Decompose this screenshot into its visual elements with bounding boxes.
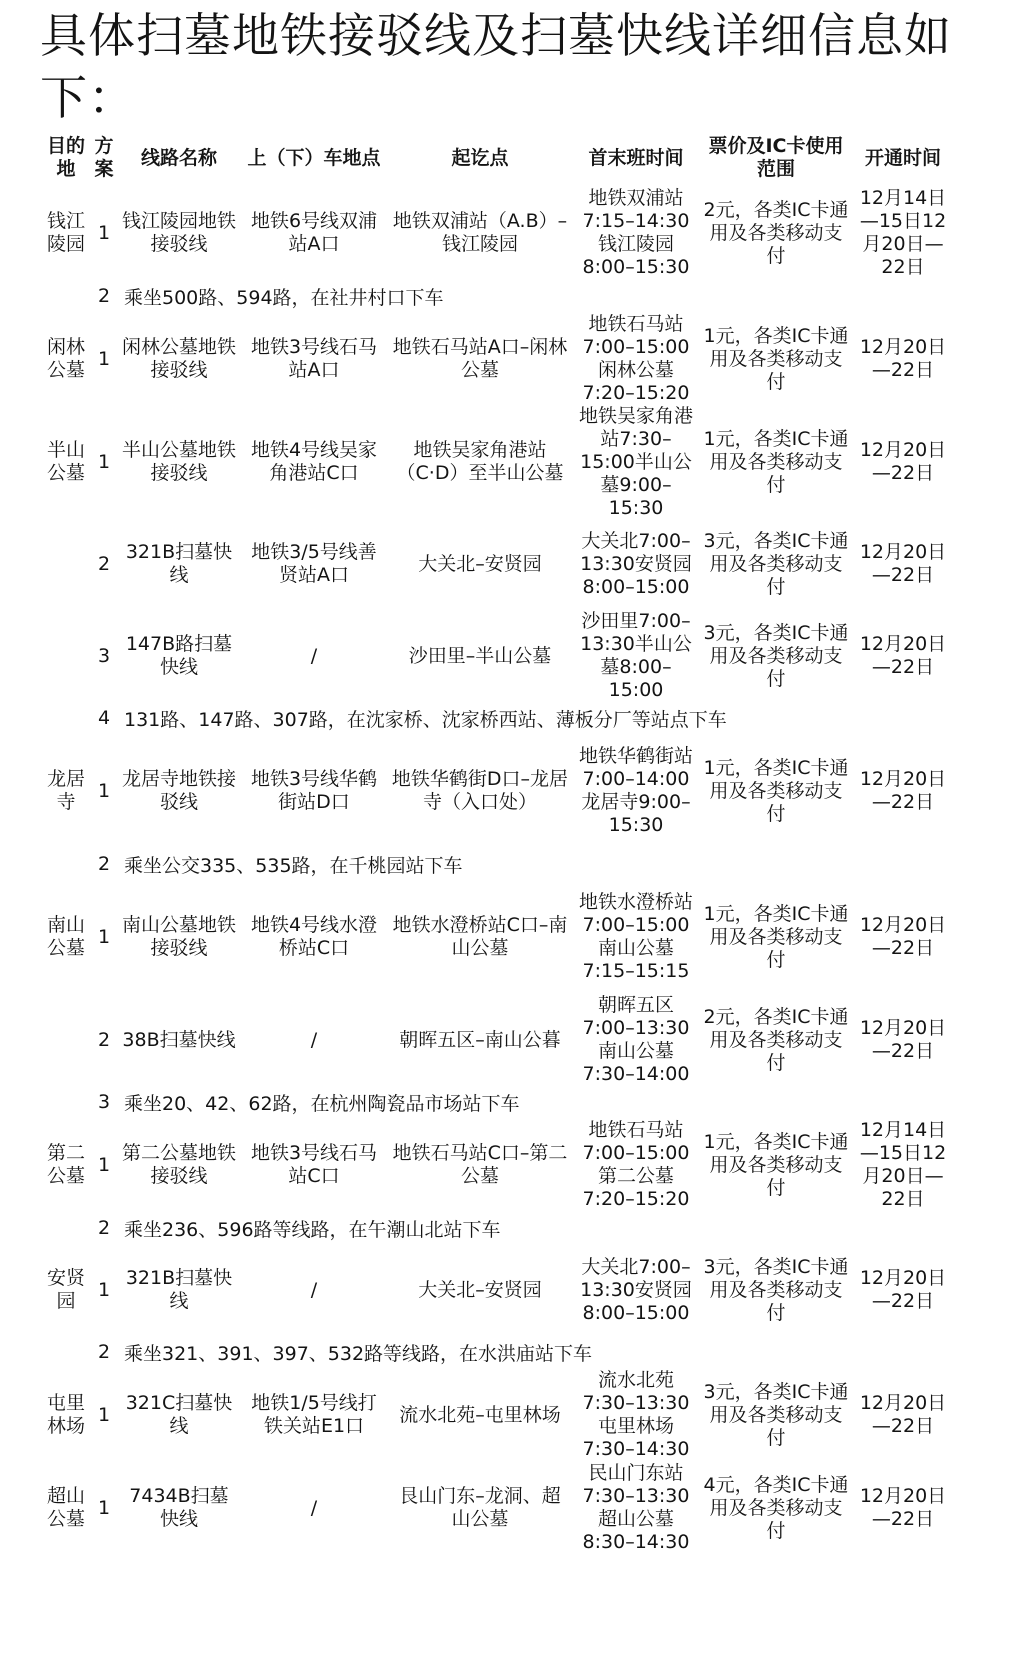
dest-cell: 安贤园 <box>46 1267 85 1312</box>
alt-option-row <box>38 280 973 312</box>
header-plan: 方案 <box>94 135 114 180</box>
alt-option-row <box>38 1086 973 1118</box>
stop-cell: 地铁4号线吴家角港站C口 <box>250 439 378 484</box>
route-cell: 地铁水澄桥站C口–南山公墓 <box>392 914 568 959</box>
time-cell: 民山门东站7:30–13:30超山公墓8:30–14:30 <box>582 1462 690 1553</box>
open-date-cell: 12月14日—15日12月20日—22日 <box>859 1119 947 1210</box>
line-name-cell: 321B扫墓快线 <box>125 541 233 586</box>
plan-cell: 2 <box>97 552 111 575</box>
alt-option-row <box>38 702 973 734</box>
line-name-cell: 钱江陵园地铁接驳线 <box>121 210 236 255</box>
stop-cell: 地铁6号线双浦站A口 <box>250 210 378 255</box>
stop-cell: 地铁3号线华鹤街站D口 <box>250 768 378 813</box>
plan-cell: 1 <box>97 1278 111 1301</box>
route-cell: 地铁吴家角港站（C·D）至半山公墓 <box>396 439 564 484</box>
stop-cell: 地铁3/5号线善贤站A口 <box>251 541 377 586</box>
alt-option-text: 乘坐236、596路等线路，在午潮山北站下车 <box>124 1218 501 1241</box>
open-date-cell: 12月20日—22日 <box>859 1485 947 1530</box>
table-row <box>38 312 973 406</box>
open-date-cell: 12月20日—22日 <box>859 439 947 484</box>
header-line: 线路名称 <box>140 146 217 169</box>
route-cell: 朝晖五区–南山公暮 <box>399 1028 561 1051</box>
dest-cell: 闲林公墓 <box>46 336 85 381</box>
open-date-cell: 12月20日—22日 <box>859 336 947 381</box>
plan-cell: 1 <box>97 925 111 948</box>
time-cell: 大关北7:00–13:30安贤园8:00–15:00 <box>580 1255 692 1324</box>
table-row <box>38 1462 973 1554</box>
dest-cell: 第二公墓 <box>46 1142 85 1187</box>
time-cell: 地铁华鹤街站7:00–14:00龙居寺9:00–15:30 <box>578 745 693 836</box>
fare-cell: 3元，各类IC卡通用及各类移动支付 <box>703 1380 849 1449</box>
plan-cell: 4 <box>97 707 111 729</box>
fare-cell: 1元，各类IC卡通用及各类移动支付 <box>703 756 849 825</box>
dest-cell: 钱江陵园 <box>46 210 85 255</box>
table-row <box>38 880 973 994</box>
table-row <box>38 518 973 610</box>
open-date-cell: 12月20日—22日 <box>859 1017 947 1062</box>
time-cell: 地铁双浦站7:15–14:30钱江陵园8:00–15:30 <box>582 187 690 278</box>
route-cell: 地铁华鹤街D口–龙居寺（入口处） <box>391 768 569 813</box>
alt-option-row <box>38 1336 973 1368</box>
time-cell: 地铁石马站7:00–15:00闲林公墓7:20–15:20 <box>582 313 690 404</box>
open-date-cell: 12月20日—22日 <box>859 914 947 959</box>
fare-cell: 1元，各类IC卡通用及各类移动支付 <box>703 427 849 496</box>
plan-cell: 1 <box>97 1403 111 1426</box>
alt-option-text: 乘坐500路、594路，在社井村口下车 <box>124 286 444 309</box>
route-cell: 沙田里–半山公墓 <box>408 644 552 667</box>
stop-cell: / <box>310 1496 318 1519</box>
fare-cell: 3元，各类IC卡通用及各类移动支付 <box>703 621 849 690</box>
open-date-cell: 12月20日—22日 <box>859 541 947 586</box>
route-cell: 艮山门东–龙洞、超山公墓 <box>399 1485 561 1530</box>
line-name-cell: 147B路扫墓快线 <box>125 633 233 678</box>
table-row <box>38 994 973 1086</box>
open-date-cell: 12月14日—15日12月20日—22日 <box>859 187 947 278</box>
fare-cell: 1元，各类IC卡通用及各类移动支付 <box>703 324 849 393</box>
line-name-cell: 321C扫墓快线 <box>125 1392 233 1437</box>
open-date-cell: 12月20日—22日 <box>859 633 947 678</box>
table-body <box>38 186 973 1554</box>
fare-cell: 2元，各类IC卡通用及各类移动支付 <box>703 1005 849 1074</box>
line-name-cell: 龙居寺地铁接驳线 <box>121 768 236 813</box>
plan-cell: 2 <box>97 1341 111 1363</box>
open-date-cell: 12月20日—22日 <box>859 1392 947 1437</box>
plan-cell: 3 <box>97 1091 111 1113</box>
line-name-cell: 南山公墓地铁接驳线 <box>121 914 236 959</box>
dest-cell: 超山公墓 <box>46 1485 85 1530</box>
route-table <box>38 130 973 1554</box>
alt-option-row <box>38 1212 973 1244</box>
header-dest: 目的地 <box>46 135 85 180</box>
stop-cell: 地铁3号线石马站C口 <box>250 1142 378 1187</box>
dest-cell: 屯里林场 <box>46 1392 85 1437</box>
open-date-cell: 12月20日—22日 <box>859 768 947 813</box>
route-cell: 流水北苑–屯里林场 <box>399 1403 561 1426</box>
page-title: 具体扫墓地铁接驳线及扫墓快线详细信息如下： <box>40 9 952 126</box>
route-cell: 地铁石马站C口–第二公墓 <box>392 1142 568 1187</box>
time-cell: 朝晖五区7:00–13:30南山公墓7:30–14:00 <box>582 994 690 1085</box>
alt-option-text: 乘坐20、42、62路，在杭州陶瓷品市场站下车 <box>124 1092 520 1115</box>
plan-cell: 1 <box>97 779 111 802</box>
table-row <box>38 1368 973 1462</box>
table-row <box>38 1118 973 1212</box>
header-fare: 票价及IC卡使用范围 <box>708 135 844 180</box>
time-cell: 大关北7:00–13:30安贤园8:00–15:00 <box>580 529 692 598</box>
stop-cell: 地铁3号线石马站A口 <box>250 336 378 381</box>
plan-cell: 1 <box>97 1153 111 1176</box>
plan-cell: 1 <box>97 1496 111 1519</box>
plan-cell: 1 <box>97 221 111 244</box>
stop-cell: / <box>310 644 318 667</box>
route-cell: 地铁石马站A口–闲林公墓 <box>392 336 568 381</box>
dest-cell: 半山公墓 <box>46 439 85 484</box>
time-cell: 流水北苑7:30–13:30屯里林场7:30–14:30 <box>582 1369 690 1460</box>
stop-cell: 地铁1/5号线打铁关站E1口 <box>251 1392 377 1437</box>
line-name-cell: 38B扫墓快线 <box>122 1028 236 1051</box>
open-date-cell: 12月20日—22日 <box>859 1267 947 1312</box>
route-cell: 地铁双浦站（A.B）–钱江陵园 <box>392 210 568 255</box>
line-name-cell: 321B扫墓快线 <box>125 1267 233 1312</box>
time-cell: 地铁水澄桥站7:00–15:00南山公墓7:15–15:15 <box>578 891 693 982</box>
plan-cell: 2 <box>97 1217 111 1239</box>
stop-cell: / <box>310 1278 318 1301</box>
alt-option-row <box>38 848 973 880</box>
line-name-cell: 闲林公墓地铁接驳线 <box>121 336 236 381</box>
plan-cell: 2 <box>97 853 111 875</box>
time-cell: 地铁石马站7:00–15:00第二公墓7:20–15:20 <box>582 1119 690 1210</box>
dest-cell: 龙居寺 <box>46 768 85 813</box>
plan-cell: 2 <box>97 285 111 307</box>
line-name-cell: 7434B扫墓快线 <box>129 1485 229 1530</box>
fare-cell: 3元，各类IC卡通用及各类移动支付 <box>703 1255 849 1324</box>
table-row <box>38 186 973 280</box>
fare-cell: 4元，各类IC卡通用及各类移动支付 <box>703 1473 849 1542</box>
route-cell: 大关北–安贤园 <box>418 552 542 575</box>
plan-cell: 3 <box>97 644 111 667</box>
route-cell: 大关北–安贤园 <box>418 1278 542 1301</box>
time-cell: 地铁吴家角港站7:30–15:00半山公墓9:00–15:30 <box>578 404 693 519</box>
table-row <box>38 406 973 518</box>
table-row <box>38 734 973 848</box>
line-name-cell: 半山公墓地铁接驳线 <box>121 439 236 484</box>
fare-cell: 1元，各类IC卡通用及各类移动支付 <box>703 902 849 971</box>
alt-option-text: 乘坐321、391、397、532路等线路，在水洪庙站下车 <box>124 1342 593 1365</box>
stop-cell: / <box>310 1028 318 1051</box>
fare-cell: 1元，各类IC卡通用及各类移动支付 <box>703 1130 849 1199</box>
plan-cell: 1 <box>97 347 111 370</box>
fare-cell: 2元，各类IC卡通用及各类移动支付 <box>703 198 849 267</box>
time-cell: 沙田里7:00–13:30半山公墓8:00–15:00 <box>580 610 692 701</box>
header-time: 首末班时间 <box>588 146 684 169</box>
alt-option-text: 131路、147路、307路，在沈家桥、沈家桥西站、薄板分厂等站点下车 <box>124 708 727 731</box>
table-row <box>38 1244 973 1336</box>
alt-option-text: 乘坐公交335、535路，在千桃园站下车 <box>124 854 463 877</box>
stop-cell: 地铁4号线水澄桥站C口 <box>250 914 378 959</box>
table-header <box>38 130 973 186</box>
header-route: 起讫点 <box>451 146 509 169</box>
fare-cell: 3元，各类IC卡通用及各类移动支付 <box>703 529 849 598</box>
header-stop: 上（下）车地点 <box>247 146 381 169</box>
dest-cell: 南山公墓 <box>46 914 85 959</box>
plan-cell: 2 <box>97 1028 111 1051</box>
table-row <box>38 610 973 702</box>
line-name-cell: 第二公墓地铁接驳线 <box>121 1142 236 1187</box>
plan-cell: 1 <box>97 450 111 473</box>
header-open: 开通时间 <box>864 146 941 169</box>
